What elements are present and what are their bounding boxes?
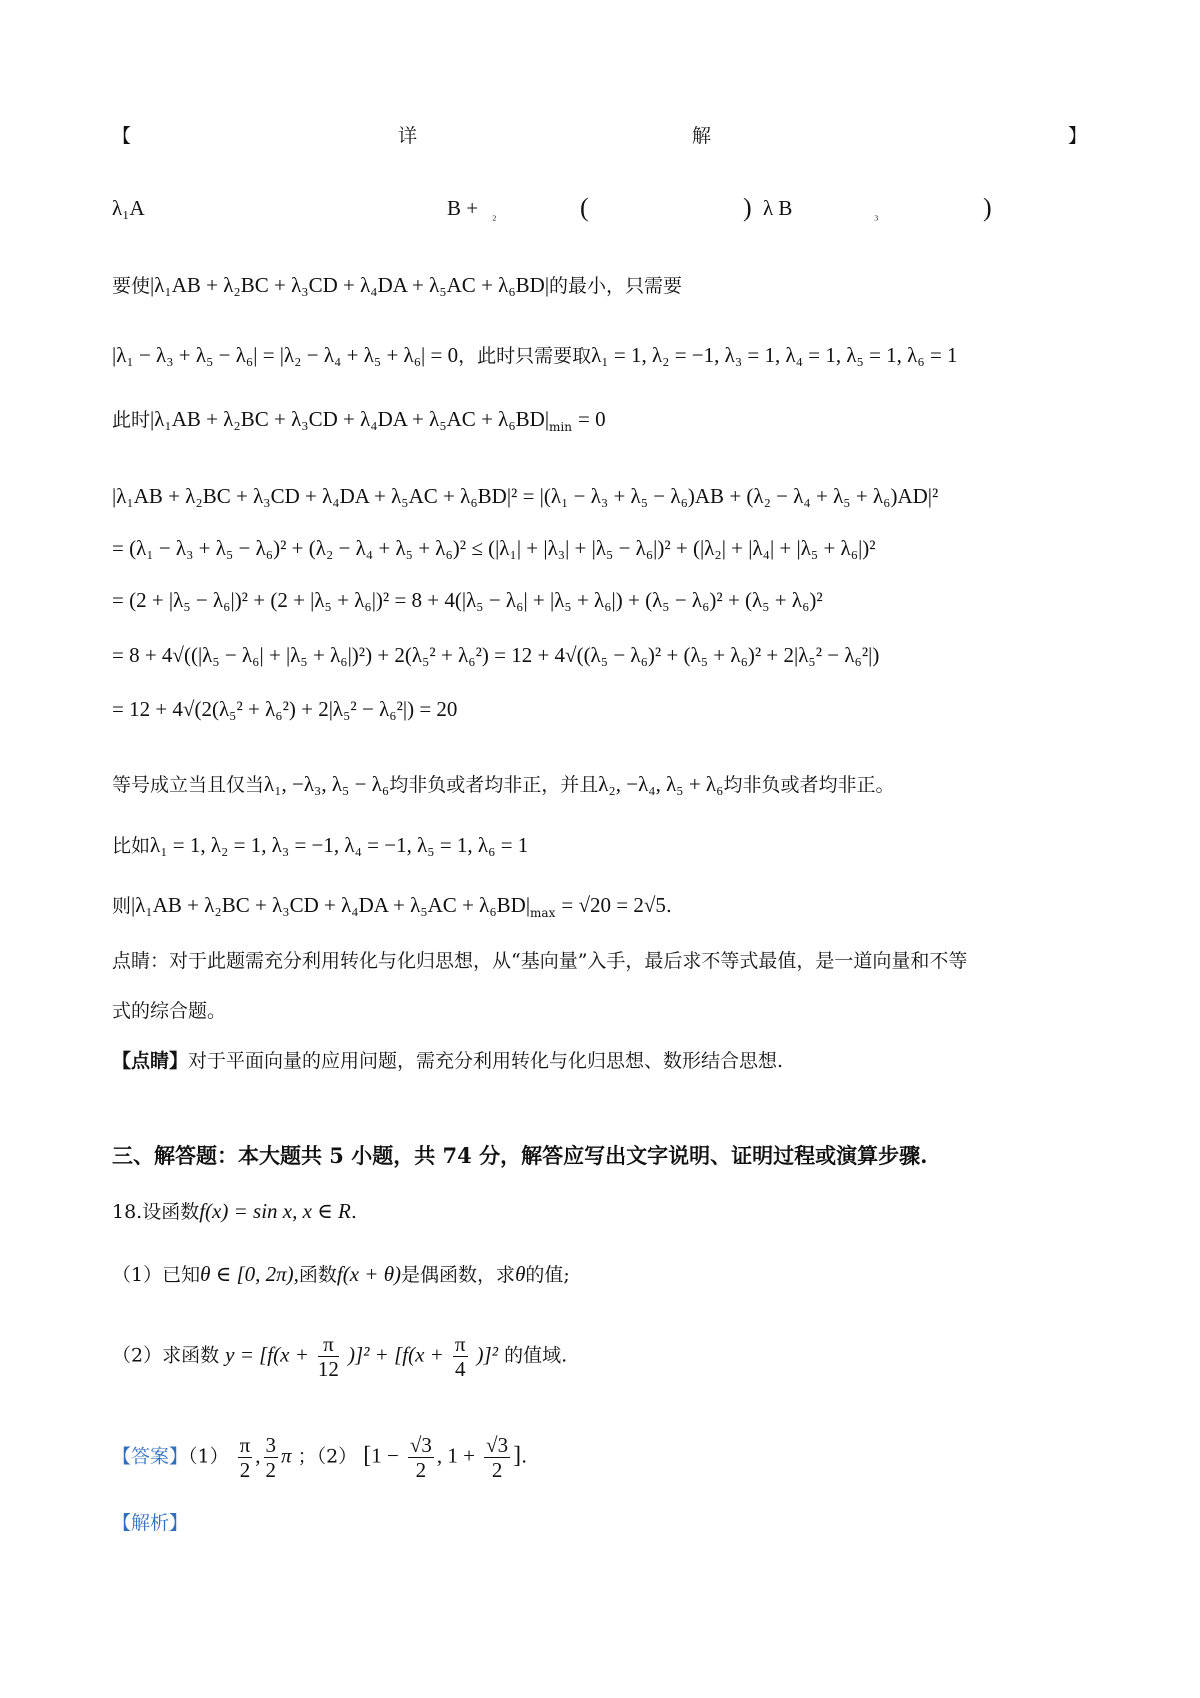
line2-expression: |λ₁ − λ₃ + λ₅ − λ₆| = |λ₂ − λ₄ + λ₅ + λ₆| = 0 [112,343,459,367]
derivation-line-1: |λ₁AB + λ₂BC + λ₃CD + λ₄DA + λ₅AC + λ₆BD|² = |(λ₁ − λ₃ + λ₅ − λ₆)AB + (λ₂ − λ₄ + λ₅ + λ₆)AD|² [112,484,939,508]
example-prefix: 比如 [112,835,151,857]
part2-f2-den: 4 [454,1357,466,1382]
line2-mid: ，此时只需要取 [458,345,592,367]
note-bracket: 【点睛】 [112,1050,189,1072]
answer-label: 【答案】 [112,1445,189,1468]
eq-cond-text-2: 均非负或者均非正，并且 [389,774,599,796]
eq-cond-expr-2: λ₂, −λ₄, λ₅ + λ₆ [598,772,724,796]
garbled-f: λ B [763,196,793,220]
line3-min: min [549,419,572,434]
result-line [112,893,672,920]
then-end: . [665,895,672,917]
eq-cond-text-3: 均非负或者均非正。 [723,774,895,796]
problem-part-2 [112,1332,567,1381]
example-line [112,833,528,858]
part1-label: （1）已知 [112,1264,201,1286]
derivation-line-5: = 12 + 4√(2(λ₅² + λ₆²) + 2|λ₅² − λ₆²|) = 20 [112,697,458,721]
part2-f1-num: π [318,1332,339,1357]
answer-comma-2: , 1 + [436,1443,475,1468]
equality-condition [112,772,894,797]
garbled-a: λ₁A [112,196,145,220]
problem-expression: f(x) = sin x, x ∈ R [199,1199,351,1223]
problem-part-1 [112,1262,570,1287]
answer-fraction-2 [264,1433,279,1482]
answer-fraction-3 [408,1433,434,1482]
part2-end: 的值域. [504,1344,568,1367]
garbled-h: ) [983,193,992,222]
derivation-line-2: = (λ₁ − λ₃ + λ₅ − λ₆)² + (λ₂ − λ₄ + λ₅ + λ₆)² ≤ (|λ₁| + |λ₃| + |λ₅ − λ₆|)² + (|λ₂| + |λ₄| + |λ₅ + λ₆|)² [112,536,876,560]
example-values: λ₁ = 1, λ₂ = 1, λ₃ = −1, λ₄ = −1, λ₅ = 1, λ₆ = 1 [150,833,529,857]
answer-separator: ；（2） [297,1445,358,1468]
problem-end: . [350,1201,357,1223]
part1-mid: 函数 [298,1264,337,1286]
part2-f1-den: 12 [317,1357,339,1382]
solution-line-2 [112,343,958,368]
answer-f4-den: 2 [491,1458,503,1483]
answer-open-bracket: [ [363,1442,372,1469]
derivation-line-3: = (2 + |λ₅ − λ₆|)² + (2 + |λ₅ + λ₆|)² = 8 + 4(|λ₅ − λ₆| + |λ₅ + λ₆|) + (λ₅ − λ₆)² + (λ₅ + λ₆)² [112,588,823,612]
line3-prefix: 此时 [112,409,151,431]
line3-expression: |λ₁AB + λ₂BC + λ₃CD + λ₄DA + λ₅AC + λ₆BD| [150,407,550,431]
part1-mid2: 是偶函数，求 [401,1264,516,1286]
answer-part1-label: （1） [188,1445,229,1468]
line1-prefix: 要使 [112,275,151,297]
part2-f2-num: π [454,1332,466,1356]
answer-fraction-1 [238,1433,253,1482]
part1-domain: θ ∈ [0, 2π), [200,1262,299,1286]
then-max: max [530,905,556,920]
header-bracket-right: 】 [1068,125,1088,147]
garbled-g: ₃ [874,206,879,221]
answer-f1-num: π [239,1433,251,1457]
answer-f2-den: 2 [265,1458,277,1483]
part1-function: f(x + θ) [336,1262,402,1286]
section-title: 三、解答题：本大题共 5 小题，共 74 分，解答应写出文字说明、证明过程或演算步骤. [112,1143,928,1168]
answer-f4-num: √3 [486,1433,509,1457]
garbled-b: B + [447,196,479,220]
part2-b: )]² + [f(x + [347,1342,444,1367]
then-eq: = √20 = 2√5 [561,893,666,917]
comment-line-2: 式的综合题。 [112,1000,227,1022]
solution-line-3 [112,407,606,434]
garbled-e: ) [743,193,752,222]
answer-close-bracket: ] [513,1442,522,1469]
answer-f3-num: √3 [409,1433,432,1457]
answer-one-minus: 1 − [371,1443,399,1468]
solution-line-1 [112,273,682,298]
part2-a: y = [f(x + [225,1342,309,1367]
garbled-c: ₂ [492,206,497,221]
part1-end: 的值; [525,1264,570,1286]
line1-suffix: 的最小，只需要 [549,275,683,297]
part2-fraction-2 [453,1332,468,1381]
problem-statement [112,1199,357,1224]
eq-cond-expr-1: λ₁, −λ₃, λ₅ − λ₆ [264,772,390,796]
line2-values: λ₁ = 1, λ₂ = −1, λ₃ = 1, λ₄ = 1, λ₅ = 1, λ₆ = 1 [591,343,958,367]
analysis-label: 【解析】 [112,1512,189,1534]
answer-end: . [521,1445,528,1468]
header-char-explain: 解 [692,125,712,147]
comment-line-1: 点睛：对于此题需充分利用转化与化归思想，从“基向量”入手，最后求不等式最值，是一道向量和不等 [112,950,968,972]
answer-fraction-4 [484,1433,510,1482]
line1-expression: |λ₁AB + λ₂BC + λ₃CD + λ₄DA + λ₅AC + λ₆BD| [150,273,550,297]
line3-eq: = 0 [578,407,606,431]
header-bracket-left: 【 [112,125,132,147]
answer-f1-den: 2 [239,1458,251,1483]
derivation-line-4: = 8 + 4√((|λ₅ − λ₆| + |λ₅ + λ₆|)²) + 2(λ₅² + λ₆²) = 12 + 4√((λ₅ − λ₆)² + (λ₅ + λ₆)² + 2|λ₅² − λ₆²|) [112,643,880,667]
garbled-d: ( [580,193,589,222]
part2-c: )]² [476,1342,499,1367]
part1-theta: θ [515,1262,526,1286]
answer-line [112,1433,527,1482]
answer-comma: , [255,1443,261,1468]
eq-cond-text-1: 等号成立当且仅当 [112,774,265,796]
part2-fraction-1 [318,1332,339,1381]
note-line [112,1050,783,1073]
part2-label: （2）求函数 [112,1344,220,1367]
note-text: 对于平面向量的应用问题，需充分利用转化与化归思想、数形结合思想. [188,1050,784,1072]
problem-prefix: 18.设函数 [112,1201,200,1223]
then-prefix: 则 [112,895,132,917]
header-char-detail: 详 [398,125,418,147]
then-expression: |λ₁AB + λ₂BC + λ₃CD + λ₄DA + λ₅AC + λ₆BD| [131,893,531,917]
answer-f3-den: 2 [415,1458,427,1483]
answer-pi: π [281,1443,292,1468]
answer-f2-num: 3 [265,1433,277,1457]
